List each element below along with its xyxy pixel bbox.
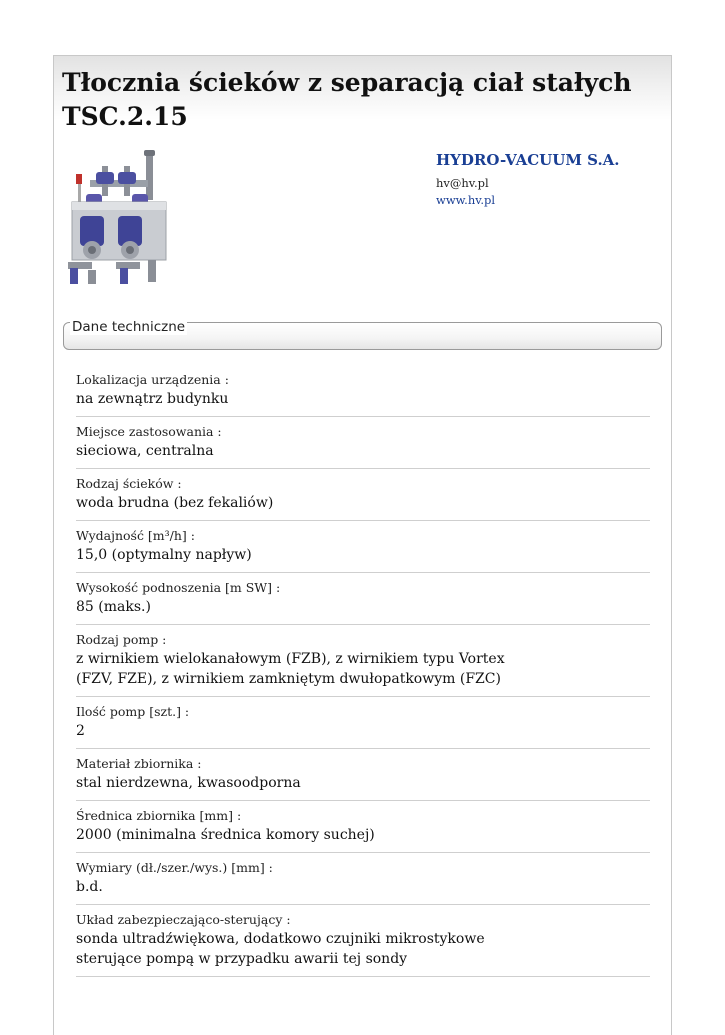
spec-value: sieciowa, centralna [76,443,214,459]
spec-row [76,905,650,977]
company-name: HYDRO-VACUUM S.A. [436,151,620,169]
spec-value: stal nierdzewna, kwasoodporna [76,775,301,791]
spec-row [76,697,650,749]
spec-label: Lokalizacja urządzenia : [76,372,229,387]
spec-label: Wydajność [m³/h] : [76,528,195,543]
spec-label: Rodzaj ścieków : [76,476,182,491]
spec-label: Wysokość podnoszenia [m SW] : [76,580,281,595]
spec-label: Rodzaj pomp : [76,632,167,647]
spec-value: 85 (maks.) [76,599,151,615]
spec-label: Ilość pomp [szt.] : [76,704,190,719]
spec-value: b.d. [76,879,103,895]
spec-row [76,521,650,573]
spec-row [76,573,650,625]
spec-row [76,749,650,801]
section-label: Dane techniczne [72,319,186,335]
spec-value: woda brudna (bez fekaliów) [76,495,274,511]
spec-row [76,853,650,905]
spec-row [76,417,650,469]
spec-label: Materiał zbiornika : [76,756,202,771]
spec-value: 2000 (minimalna średnica komory suchej) [76,827,375,843]
spec-label: Średnica zbiornika [mm] : [76,808,242,823]
page-title: Tłocznia ścieków z separacją ciał stałych TSC.2.15 [62,68,632,131]
spec-row [76,365,650,417]
spec-row [76,801,650,853]
product-card [53,55,672,1035]
spec-label: Wymiary (dł./szer./wys.) [mm] : [76,860,273,875]
spec-list [76,365,650,977]
company-email[interactable]: hv@hv.pl [436,176,489,190]
spec-label: Miejsce zastosowania : [76,424,222,439]
product-image [62,150,174,290]
spec-row [76,469,650,521]
company-info [436,151,620,209]
spec-label: Układ zabezpieczająco-sterujący : [76,912,291,927]
section-header [63,319,662,350]
spec-value: na zewnątrz budynku [76,391,229,407]
spec-value: z wirnikiem wielokanałowym (FZB), z wirnikiem typu Vortex (FZV, FZE), z wirnikiem zamkniętym dwułopatkowym (FZC) [76,651,505,687]
spec-row [76,625,650,697]
company-website-link[interactable]: www.hv.pl [436,193,496,207]
spec-value: 15,0 (optymalny napływ) [76,547,252,563]
spec-value: 2 [76,723,85,739]
spec-value: sonda ultradźwiękowa, dodatkowo czujniki mikrostykowe sterujące pompą w przypadku awarii tej sondy [76,931,485,967]
